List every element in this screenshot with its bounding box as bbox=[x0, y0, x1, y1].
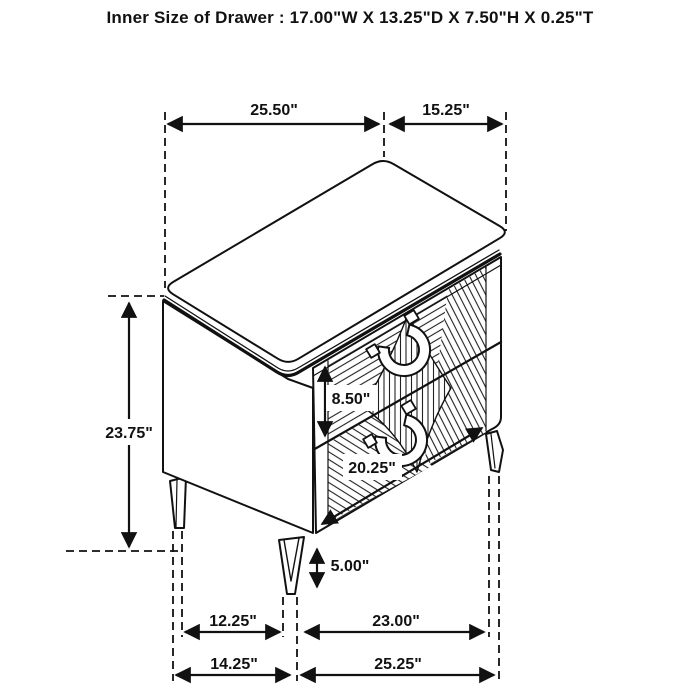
dim-top-width bbox=[168, 102, 379, 124]
dim-label-leg-height: 5.00" bbox=[330, 558, 370, 575]
dim-label-drawer-front-diagonal: 20.25" bbox=[348, 460, 396, 477]
dim-leg-spacing-side-outer bbox=[176, 656, 290, 675]
leg-left bbox=[170, 477, 186, 528]
dim-label-leg-spacing-front-inner: 23.00" bbox=[372, 613, 420, 630]
page-title: Inner Size of Drawer : 17.00"W X 13.25"D X 7.50"H X 0.25"T bbox=[106, 8, 594, 27]
dim-leg-spacing-front-inner bbox=[305, 613, 484, 632]
dim-top-depth bbox=[390, 102, 502, 124]
dim-label-leg-spacing-side-inner: 12.25" bbox=[209, 613, 257, 630]
dim-leg-height bbox=[317, 549, 374, 587]
dim-label-top-drawer-height: 8.50" bbox=[331, 391, 371, 408]
dim-label-body-height: 23.75" bbox=[105, 425, 153, 442]
dim-label-leg-spacing-side-outer: 14.25" bbox=[210, 656, 258, 673]
leg-front bbox=[279, 537, 304, 594]
dim-body-height bbox=[97, 303, 162, 547]
dim-label-leg-spacing-front-outer: 25.25" bbox=[374, 656, 422, 673]
dim-label-top-width: 25.50" bbox=[250, 102, 298, 119]
dim-leg-spacing-side-inner bbox=[185, 613, 280, 632]
dim-label-top-depth: 15.25" bbox=[422, 102, 470, 119]
dim-leg-spacing-front-outer bbox=[301, 656, 494, 675]
leg-right bbox=[486, 431, 503, 472]
nightstand-drawing bbox=[163, 161, 505, 594]
